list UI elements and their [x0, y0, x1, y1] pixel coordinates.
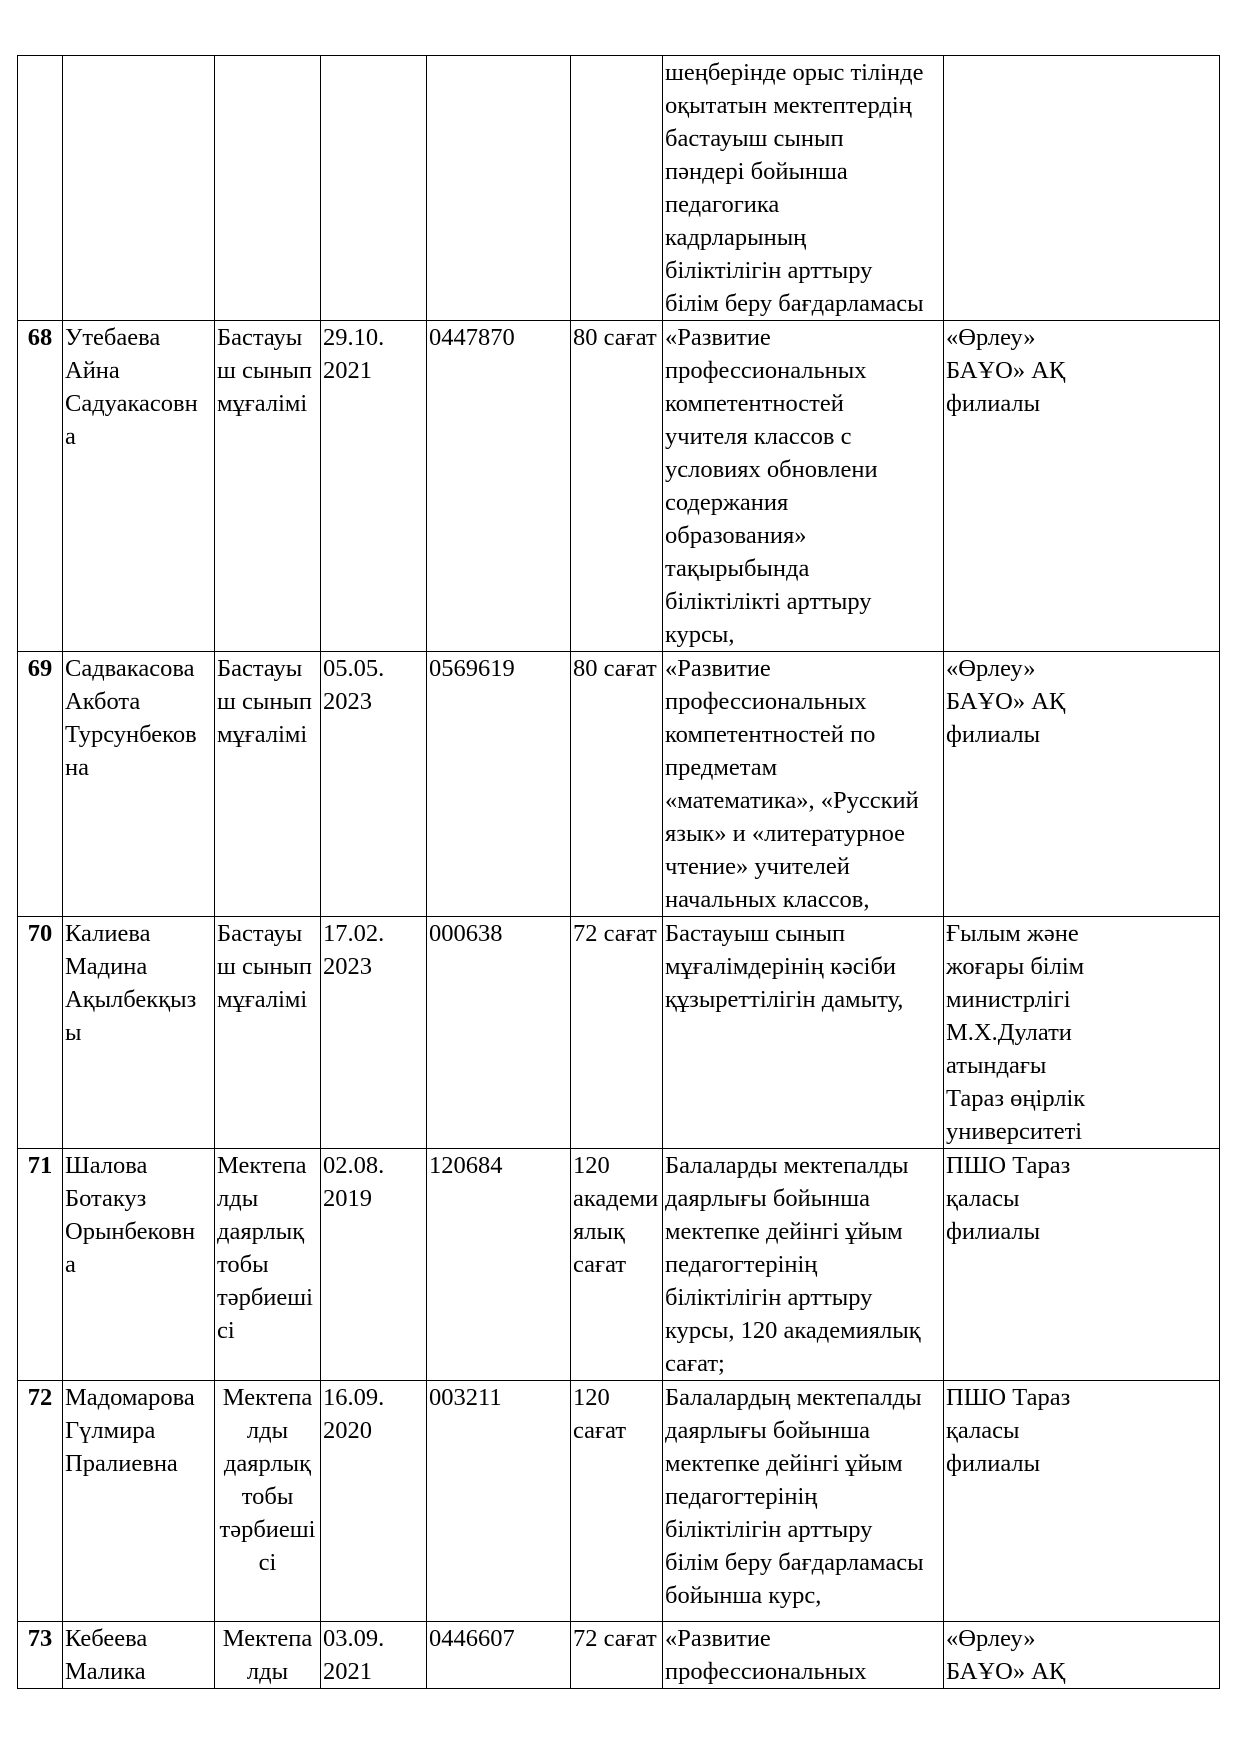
cell-certificate: 0447870: [427, 321, 571, 652]
organization-line: атындағы: [946, 1052, 1047, 1079]
cell-hours: [571, 321, 663, 652]
cell-position: [215, 1381, 321, 1622]
position-line: Бастауы: [217, 920, 303, 947]
position-line: лды: [246, 1417, 289, 1444]
date-line: 2021: [323, 357, 372, 384]
cell-date: [321, 652, 427, 917]
cell-program: [663, 917, 944, 1149]
name-line: Орынбековн: [65, 1218, 196, 1245]
cell-program: [663, 1622, 944, 1689]
table-row: [18, 1149, 1220, 1381]
program-line: даярлығы бойынша: [665, 1417, 870, 1444]
program-line: Балаларды мектепалды: [665, 1152, 909, 1179]
organization-line: «Өрлеу»: [946, 1625, 1036, 1652]
program-line: мектепке дейінгі ұйым: [665, 1450, 903, 1477]
organization-line: министрлігі: [946, 986, 1071, 1013]
name-line: Малика: [65, 1658, 146, 1685]
hours-line: академи: [573, 1185, 659, 1212]
organization-line: ПШО Тараз: [946, 1152, 1071, 1179]
position-line: даярлық: [217, 1218, 305, 1245]
date-line: 05.05.: [323, 655, 385, 682]
cell-certificate: 0446607: [427, 1622, 571, 1689]
cell-date: [321, 321, 427, 652]
cell-program: [663, 652, 944, 917]
organization-line: БАҰО» АҚ: [946, 1658, 1066, 1685]
cell-organization: [944, 56, 1220, 321]
cell-certificate: 003211: [427, 1381, 571, 1622]
organization-line: жоғары білім: [946, 953, 1085, 980]
table-row: [18, 917, 1220, 1149]
name-line: Айна: [65, 357, 120, 384]
organization-line: филиалы: [946, 1450, 1041, 1477]
cell-name: [63, 1622, 215, 1689]
cell-position: [215, 652, 321, 917]
organization-line: университеті: [946, 1118, 1083, 1145]
program-line: құзыреттілігін дамыту,: [665, 986, 904, 1013]
date-line: 2023: [323, 953, 372, 980]
teachers-qualification-table: [17, 55, 1220, 1689]
cell-num: 69: [18, 652, 63, 917]
cell-num: 72: [18, 1381, 63, 1622]
cell-name: [63, 652, 215, 917]
hours-line: сағат: [573, 1417, 627, 1444]
program-line: кадрларының: [665, 224, 807, 251]
program-line: компетентностей по: [665, 721, 876, 748]
name-line: Ботакуз: [65, 1185, 147, 1212]
date-line: 2019: [323, 1185, 372, 1212]
position-line: лды: [217, 1185, 259, 1212]
position-line: даярлық: [223, 1450, 312, 1477]
organization-line: қаласы: [946, 1417, 1020, 1444]
program-line: Балалардың мектепалды: [665, 1384, 922, 1411]
cell-certificate: [427, 56, 571, 321]
position-line: Бастауы: [217, 324, 303, 351]
program-line: педагогика: [665, 191, 780, 218]
position-line: ш сынып: [217, 688, 313, 715]
cell-hours: [571, 1622, 663, 1689]
position-line: Мектепа: [217, 1152, 307, 1179]
date-line: 02.08.: [323, 1152, 385, 1179]
cell-position: [215, 56, 321, 321]
program-line: профессиональных: [665, 688, 867, 715]
hours-line: 80 сағат: [573, 655, 657, 682]
cell-program: [663, 56, 944, 321]
name-line: Калиева: [65, 920, 151, 947]
table-row: [18, 321, 1220, 652]
position-line: Бастауы: [217, 655, 303, 682]
date-line: 17.02.: [323, 920, 385, 947]
cell-certificate: 0569619: [427, 652, 571, 917]
name-line: а: [65, 1251, 76, 1278]
organization-line: филиалы: [946, 390, 1041, 417]
cell-hours: [571, 56, 663, 321]
program-line: мектепке дейінгі ұйым: [665, 1218, 903, 1245]
position-line: мұғалімі: [217, 721, 308, 748]
cell-certificate: 000638: [427, 917, 571, 1149]
program-line: «Развитие: [665, 324, 771, 351]
cell-num: 71: [18, 1149, 63, 1381]
organization-line: БАҰО» АҚ: [946, 688, 1066, 715]
table-row-continuation: [18, 56, 1220, 321]
program-line: мұғалімдерінің кәсіби: [665, 953, 897, 980]
organization-line: қаласы: [946, 1185, 1020, 1212]
cell-hours: [571, 1149, 663, 1381]
position-line: сі: [217, 1317, 235, 1344]
organization-line: «Өрлеу»: [946, 324, 1036, 351]
name-line: Мадина: [65, 953, 148, 980]
program-line: тақырыбында: [665, 555, 810, 582]
name-line: Пралиевна: [65, 1450, 178, 1477]
hours-line: 80 сағат: [573, 324, 657, 351]
cell-position: [215, 321, 321, 652]
hours-line: 120: [573, 1152, 610, 1179]
table-body: [18, 56, 1220, 1689]
cell-name: [63, 917, 215, 1149]
position-line: Мектепа: [222, 1384, 313, 1411]
program-line: даярлығы бойынша: [665, 1185, 870, 1212]
organization-line: «Өрлеу»: [946, 655, 1036, 682]
cell-date: [321, 917, 427, 1149]
cell-num: 68: [18, 321, 63, 652]
cell-num: 70: [18, 917, 63, 1149]
table-row: [18, 1622, 1220, 1689]
cell-name: [63, 56, 215, 321]
position-line: тәрбиеші: [219, 1516, 316, 1543]
cell-hours: [571, 652, 663, 917]
date-line: 2023: [323, 688, 372, 715]
program-line: образования»: [665, 522, 807, 549]
cell-organization: [944, 1381, 1220, 1622]
program-line: біліктілігін арттыру: [665, 1284, 873, 1311]
cell-certificate: 120684: [427, 1149, 571, 1381]
hours-line: ялық: [573, 1218, 625, 1245]
name-line: ы: [65, 1019, 82, 1046]
name-line: Кебеева: [65, 1625, 148, 1652]
cell-name: [63, 321, 215, 652]
program-line: біліктілігін арттыру: [665, 1516, 873, 1543]
cell-position: [215, 917, 321, 1149]
organization-line: М.Х.Дулати: [946, 1019, 1072, 1046]
program-line: сағат;: [665, 1350, 725, 1377]
date-line: 16.09.: [323, 1384, 385, 1411]
position-line: мұғалімі: [217, 390, 308, 417]
program-line: курсы,: [665, 621, 735, 648]
cell-program: [663, 1381, 944, 1622]
program-line: «Развитие: [665, 655, 771, 682]
cell-num: 73: [18, 1622, 63, 1689]
program-line: курсы, 120 академиялық: [665, 1317, 921, 1344]
name-line: на: [65, 754, 89, 781]
organization-line: филиалы: [946, 1218, 1041, 1245]
organization-line: филиалы: [946, 721, 1041, 748]
program-line: шеңберінде орыс тілінде: [665, 59, 924, 86]
cell-date: [321, 1149, 427, 1381]
organization-line: Тараз өңірлік: [946, 1085, 1086, 1112]
program-line: содержания: [665, 489, 789, 516]
program-line: білім беру бағдарламасы: [665, 1549, 924, 1576]
name-line: Акбота: [65, 688, 141, 715]
name-line: а: [65, 423, 76, 450]
name-line: Гүлмира: [65, 1417, 156, 1444]
position-line: ш сынып: [217, 953, 313, 980]
name-line: Шалова: [65, 1152, 148, 1179]
program-line: педагогтерінің: [665, 1483, 818, 1510]
name-line: Турсунбеков: [65, 721, 197, 748]
cell-name: [63, 1381, 215, 1622]
program-line: пәндері бойынша: [665, 158, 848, 185]
program-line: профессиональных: [665, 1658, 867, 1685]
program-line: предметам: [665, 754, 778, 781]
name-line: Мадомарова: [65, 1384, 195, 1411]
name-line: Ақылбекқыз: [65, 986, 197, 1013]
program-line: білім беру бағдарламасы: [665, 290, 924, 317]
position-line: тобы: [217, 1251, 269, 1278]
program-line: язык» и «литературное: [665, 820, 905, 847]
cell-date: [321, 1381, 427, 1622]
cell-organization: [944, 321, 1220, 652]
cell-organization: [944, 652, 1220, 917]
program-line: біліктілігін арттыру: [665, 257, 873, 284]
date-line: 2020: [323, 1417, 372, 1444]
date-line: 2021: [323, 1658, 372, 1685]
program-line: бойынша курс,: [665, 1582, 822, 1609]
cell-organization: [944, 1622, 1220, 1689]
organization-line: БАҰО» АҚ: [946, 357, 1066, 384]
hours-line: 72 сағат: [573, 1625, 657, 1652]
cell-num: [18, 56, 63, 321]
name-line: Утебаева: [65, 324, 161, 351]
cell-program: [663, 321, 944, 652]
program-line: бастауыш сынып: [665, 125, 844, 152]
program-line: оқытатын мектептердің: [665, 92, 912, 119]
program-line: профессиональных: [665, 357, 867, 384]
name-line: Садуакасовн: [65, 390, 198, 417]
program-line: условиях обновлени: [665, 456, 878, 483]
program-line: «Развитие: [665, 1625, 771, 1652]
cell-date: [321, 1622, 427, 1689]
position-line: тәрбиеші: [217, 1284, 313, 1311]
cell-program: [663, 1149, 944, 1381]
position-line: сі: [258, 1549, 277, 1576]
program-line: компетентностей: [665, 390, 844, 417]
cell-name: [63, 1149, 215, 1381]
position-line: лды: [246, 1658, 289, 1685]
date-line: 29.10.: [323, 324, 385, 351]
date-line: 03.09.: [323, 1625, 385, 1652]
cell-organization: [944, 917, 1220, 1149]
cell-organization: [944, 1149, 1220, 1381]
hours-line: 72 сағат: [573, 920, 657, 947]
table-row: [18, 1381, 1220, 1622]
position-line: тобы: [241, 1483, 294, 1510]
position-line: Мектепа: [222, 1625, 313, 1652]
program-line: біліктілікті арттыру: [665, 588, 872, 615]
hours-line: сағат: [573, 1251, 627, 1278]
cell-hours: [571, 917, 663, 1149]
position-line: мұғалімі: [217, 986, 308, 1013]
hours-line: 120: [573, 1384, 610, 1411]
program-line: чтение» учителей: [665, 853, 850, 880]
program-line: педагогтерінің: [665, 1251, 818, 1278]
program-line: «математика», «Русский: [665, 787, 919, 814]
organization-line: Ғылым және: [946, 920, 1079, 947]
organization-line: ПШО Тараз: [946, 1384, 1071, 1411]
name-line: Садвакасова: [65, 655, 195, 682]
table-row: [18, 652, 1220, 917]
program-line: учителя классов с: [665, 423, 852, 450]
program-line: Бастауыш сынып: [665, 920, 846, 947]
program-line: начальных классов,: [665, 886, 870, 913]
cell-position: [215, 1149, 321, 1381]
cell-date: [321, 56, 427, 321]
cell-position: [215, 1622, 321, 1689]
cell-hours: [571, 1381, 663, 1622]
position-line: ш сынып: [217, 357, 313, 384]
